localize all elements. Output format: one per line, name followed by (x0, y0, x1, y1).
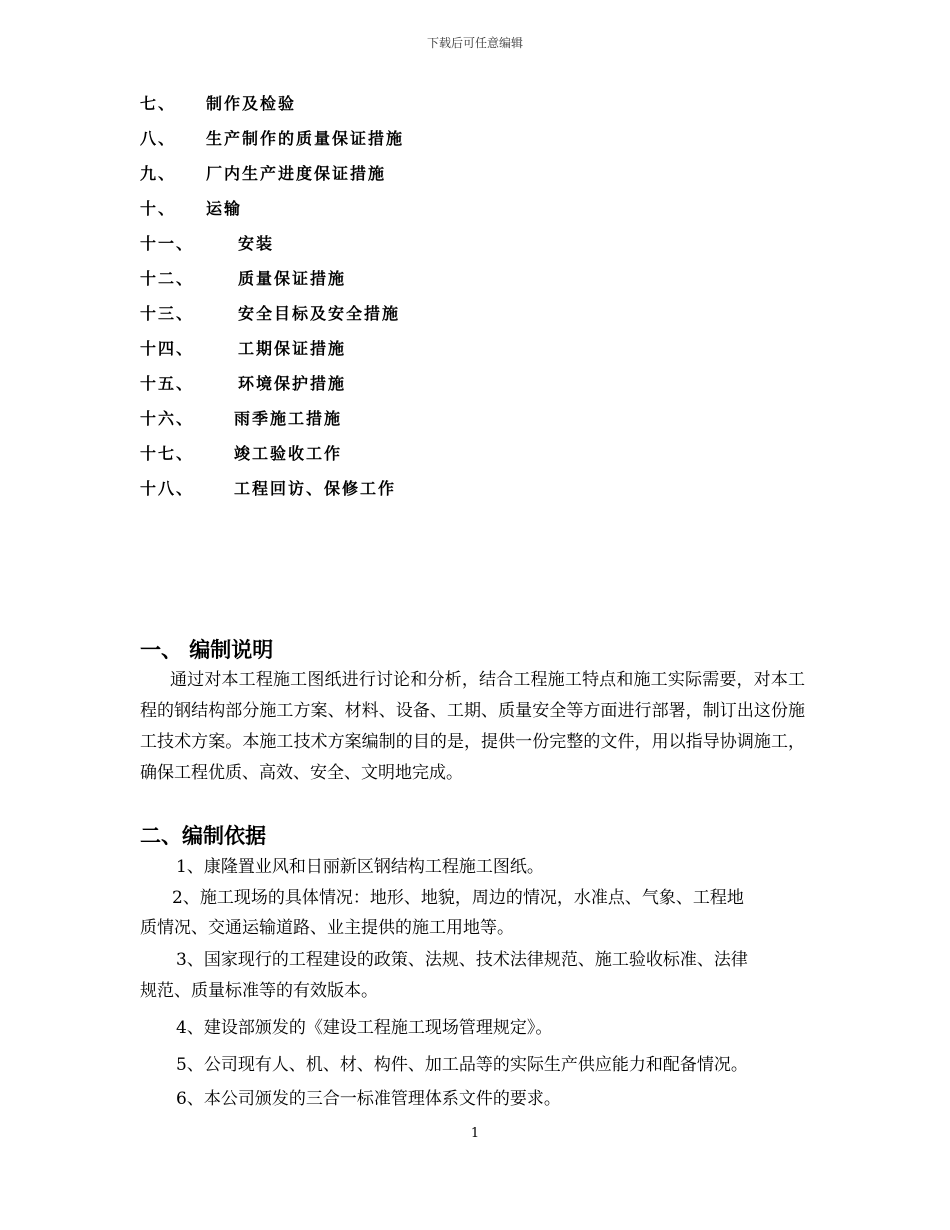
description-paragraph: 通过对本工程施工图纸进行讨论和分析，结合工程施工特点和施工实际需要，对本工程的钢结构部分施工方案、材料、设备、工期、质量安全等方面进行部署，制订出这份施工技术方案。本施工技术方案编制的目的是，提供一份完整的文件，用以指导协调施工，确保工程优质、高效、安全、文明地完成。 (140, 670, 805, 783)
toc-number: 十、 (140, 199, 177, 218)
toc-title: 制作及检验 (206, 94, 297, 113)
toc-title: 运输 (206, 199, 243, 218)
toc-title: 工程回访、保修工作 (234, 479, 397, 498)
basis-item-2-cont: 质情况、交通运输道路、业主提供的施工用地等。 (140, 918, 514, 938)
toc-number: 八、 (140, 129, 177, 148)
basis-item-3: 3、国家现行的工程建设的政策、法规、技术法律规范、施工验收标准、法律 (176, 950, 748, 970)
basis-item-6: 6、本公司颁发的三合一标准管理体系文件的要求。 (176, 1089, 561, 1109)
toc-number: 十八、 (140, 479, 195, 498)
page-number: 1 (470, 1126, 480, 1141)
toc-number: 十七、 (140, 444, 195, 463)
toc-title: 质量保证措施 (238, 269, 347, 288)
basis-item-2: 2、施工现场的具体情况：地形、地貌，周边的情况，水准点、气象、工程地 (172, 888, 744, 908)
toc-number: 七、 (140, 94, 177, 113)
basis-item-1: 1、康隆置业风和日丽新区钢结构工程施工图纸。 (176, 857, 544, 877)
basis-item-5: 5、公司现有人、机、材、构件、加工品等的实际生产供应能力和配备情况。 (176, 1055, 748, 1075)
toc-number: 十三、 (140, 304, 195, 323)
toc-number: 十六、 (140, 409, 195, 428)
toc-title: 生产制作的质量保证措施 (206, 129, 405, 148)
header-note: 下载后可任意编辑 (426, 36, 523, 50)
toc-title: 环境保护措施 (238, 374, 347, 393)
toc-title: 厂内生产进度保证措施 (206, 164, 387, 183)
toc-title: 安装 (238, 234, 275, 253)
section-heading-basis: 二、编制依据 (140, 824, 266, 848)
toc-number: 十二、 (140, 269, 195, 288)
toc-title: 雨季施工措施 (234, 409, 343, 428)
basis-item-4: 4、建设部颁发的《建设工程施工现场管理规定》。 (176, 1018, 553, 1038)
basis-item-3-cont: 规范、质量标准等的有效版本。 (140, 981, 378, 1001)
toc-number: 九、 (140, 164, 177, 183)
section-heading-description: 一、 编制说明 (140, 638, 274, 662)
toc-title: 安全目标及安全措施 (238, 304, 401, 323)
toc-number: 十五、 (140, 374, 195, 393)
toc-title: 工期保证措施 (238, 339, 347, 358)
toc-title: 竣工验收工作 (234, 444, 343, 463)
toc-number: 十一、 (140, 234, 195, 253)
toc-number: 十四、 (140, 339, 195, 358)
